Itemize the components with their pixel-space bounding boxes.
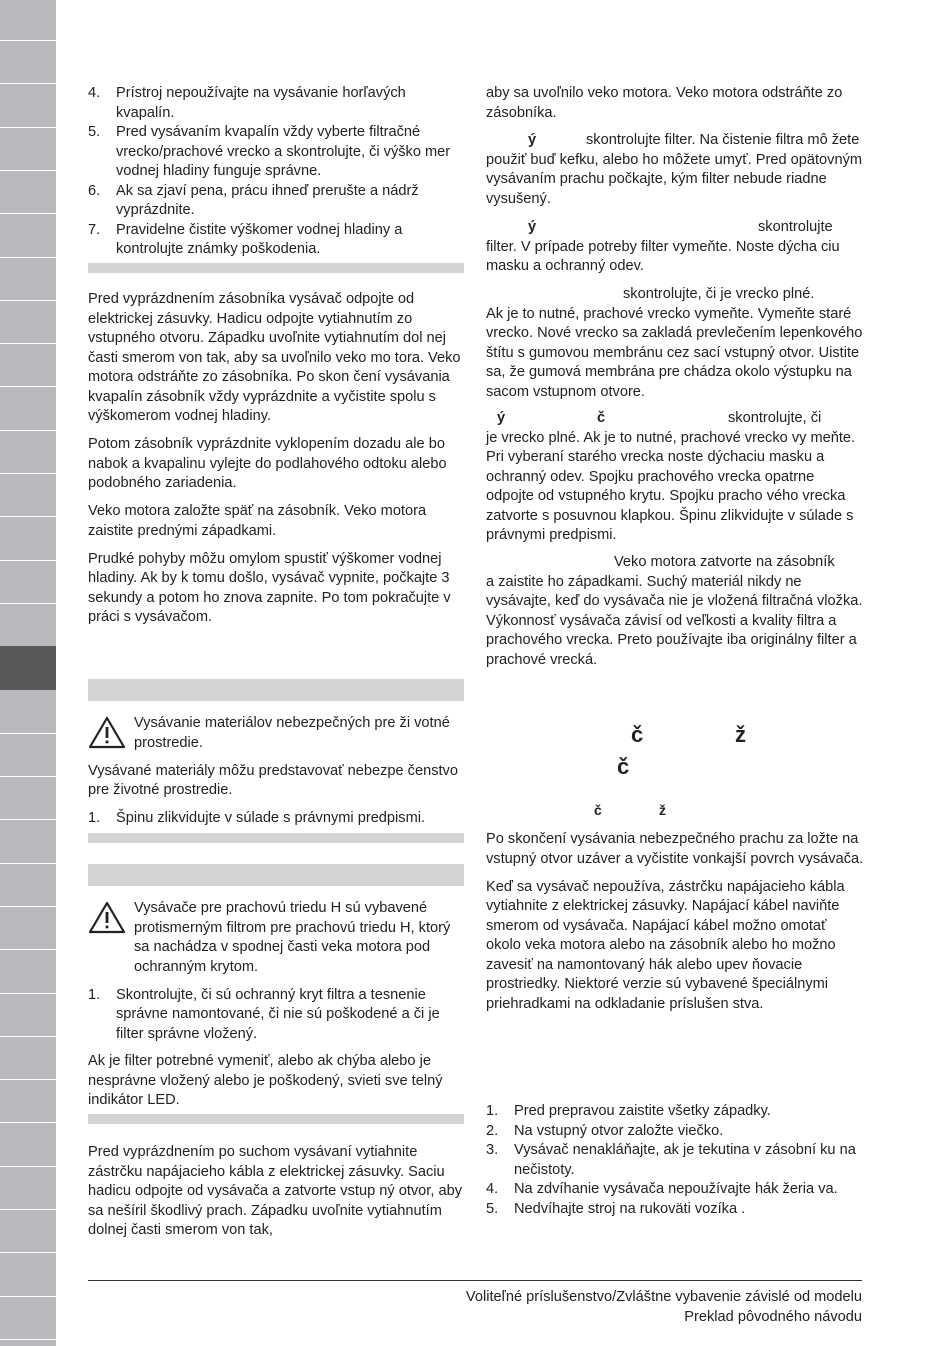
tab-divider: [0, 170, 56, 171]
footer-divider: [88, 1280, 862, 1281]
transport-list: [486, 1102, 864, 1219]
left-column: [88, 84, 466, 268]
tab-divider: [0, 1209, 56, 1210]
tab-divider: [0, 386, 56, 387]
heading-fragment: ý: [528, 219, 537, 235]
list-item: 6. Ak sa zjaví pena, prácu ihneď prerušte a nádrž vyprázdnite.: [88, 182, 419, 218]
environment-list: [88, 809, 466, 829]
tab-divider: [0, 83, 56, 84]
tab-divider: [0, 863, 56, 864]
active-section-tab: [0, 646, 56, 690]
filter-check-paragraph: [486, 131, 864, 218]
liquid-safety-list: [88, 84, 466, 260]
paragraph: je vrecko plné. Ak je to nutné, prachové vrecko vy meňte. Pri vyberaní starého vrecka noste dýchaciu masku a ochranný odev. Spojku prachového vrecka opatrne odpojte od vstupného krytu. Spojku pracho vého vrecka zatvorte s posuvnou klapkou. Špinu zlikvidujte v súlade s právnymi predpismi.: [486, 429, 856, 543]
paragraph: Veko motora založte späť na zásobník. Veko motora zaistite prednými západkami.: [88, 503, 427, 539]
list-item: 1. Špinu zlikvidujte v súlade s právnymi predpismi.: [88, 810, 426, 826]
tab-divider: [0, 993, 56, 994]
filter-check-list: [88, 986, 466, 1045]
heading-fragment: č: [617, 754, 630, 779]
paragraph-first-line: skontrolujte, či je vrecko plné.: [623, 286, 815, 302]
paragraph: filter. V prípade potreby filter vymeňte. Noste dýcha ciu masku a ochranný odev.: [486, 238, 840, 274]
paragraph-first-line: Veko motora zatvorte na zásobník: [614, 554, 835, 570]
paragraph-first-line: skontrolujte, či: [728, 410, 822, 426]
tab-divider: [0, 430, 56, 431]
heading-fragment: č: [631, 722, 644, 747]
paragraph: Vysávané materiály môžu predstavovať nebezpe čenstvo pre životné prostredie.: [88, 762, 458, 798]
tab-divider: [0, 560, 56, 561]
list-item: 2. Na vstupný otvor založte viečko.: [486, 1122, 724, 1139]
tab-divider: [0, 127, 56, 128]
heading-fragment: ý: [528, 132, 537, 148]
list-item: 7. Pravidelne čistite výškomer vodnej hladiny a kontrolujte známky poškodenia.: [88, 221, 403, 257]
paragraph: Pred vyprázdnením zásobníka vysávač odpojte od elektrickej zásuvky. Hadicu odpojte vytiahnutím zo vstupného otvoru. Západku uvoľnite vytiahnutím dol nej časti smerom von tak, aby sa uvoľnilo veko mo tora. Veko motora odstráňte zo zásobníka. Po skon čení vysávania kvapalín zásobník vždy vyprázdnite a vyčistite spolu s výškomerom vodnej hladiny.: [88, 291, 461, 424]
tab-divider: [0, 257, 56, 258]
paragraph: skontrolujte filter. Na čistenie filtra mô žete použiť buď kefku, alebo ho môžete umyť. Pred opätovným vysávaním prachu počkajte, kým filter nebude riadne vysušený.: [486, 132, 863, 207]
section-heading-bar: [88, 679, 464, 701]
paragraph: aby sa uvoľnilo veko motora. Veko motora odstráňte zo zásobníka.: [486, 85, 843, 121]
plastic-bag-paragraph: [486, 409, 864, 554]
heading-fragment: ý: [497, 410, 506, 426]
heading-fragment: ž: [735, 722, 746, 747]
tab-divider: [0, 1296, 56, 1297]
paragraph: Potom zásobník vyprázdnite vyklopením dozadu ale bo nabok a kvapalinu vylejte do podlahového odtoku alebo podobného zariadenia.: [88, 436, 447, 491]
heading-fragment: č: [597, 410, 606, 426]
paragraph: Pred vyprázdnením po suchom vysávaní vytiahnite zástrčku napájacieho kábla z elektrickej zásuvky. Saciu hadicu odpojte od vysávača a zatvorte vstup ný otvor, aby sa nešíril škodlivý prach. Západku uvoľnite vytiahnutím dolnej časti smerom von tak,: [88, 1144, 462, 1238]
list-item: 5. Pred vysávaním kvapalín vždy vyberte filtračné vrecko/prachové vrecko a skontrolujte, či výško mer vodnej hladiny funguje správne.: [88, 124, 451, 179]
list-item: 5. Nedvíhajte stroj na rukoväti vozíka .: [486, 1200, 746, 1217]
paragraph: Prudké pohyby môžu omylom spustiť výškomer vodnej hladiny. Ak by k tomu došlo, vysávač vypnite, počkajte 3 sekundy a potom ho znova zapnite. Po tom pokračujte v práci s vysávačom.: [88, 550, 451, 625]
dry-emptying-section: [88, 1143, 466, 1249]
close-lid-paragraph: [486, 553, 864, 679]
list-item: 3. Vysávač nenakláňajte, ak je tekutina v zásobní ku na nečistoty.: [486, 1142, 856, 1178]
environment-warning: Vysávanie materiálov nebezpečných pre ži votné prostredie.: [88, 714, 466, 753]
tab-divider: [0, 1122, 56, 1123]
paragraph-first-line: skontrolujte: [758, 219, 833, 235]
right-column-top: [486, 84, 864, 132]
tab-divider: [0, 603, 56, 604]
list-item: 4. Prístroj nepoužívajte na vysávanie horľavých kvapalín.: [88, 85, 406, 121]
paragraph: a zaistite ho západkami. Suchý materiál nikdy ne vysávajte, keď do vysávača nie je vložená filtračná vložka. Výkonnosť vysávača závisí od veľkosti a kvality filtra a prachového vrecka. Preto používajte iba originálny filter a prachové vrecká.: [486, 573, 863, 668]
dust-class-h-section: [88, 899, 466, 1119]
tab-divider: [0, 1036, 56, 1037]
tab-divider: [0, 300, 56, 301]
tab-divider: [0, 949, 56, 950]
tab-divider: [0, 776, 56, 777]
list-item: 1. Skontrolujte, či sú ochranný kryt filtra a tesnenie správne namontované, či nie sú poškodené a či je filter správne vložený.: [88, 986, 440, 1042]
filter-replace-paragraph: [486, 218, 864, 285]
environment-section: [88, 714, 466, 837]
footer-note: Voliteľné príslušenstvo/Zvláštne vybavenie závislé od modelu: [465, 1289, 862, 1305]
paper-bag-paragraph: [486, 285, 864, 411]
emptying-section: [88, 290, 466, 636]
subheading-fragment: ž: [659, 802, 666, 818]
paragraph: Ak je filter potrebné vymeniť, alebo ak chýba alebo je nesprávne vložený alebo je poškodený, svieti sve telný indikátor LED.: [88, 1053, 443, 1108]
tab-divider: [0, 819, 56, 820]
tab-divider: [0, 213, 56, 214]
tab-divider: [0, 1252, 56, 1253]
after-use-section: [486, 830, 864, 1023]
warning-icon: [88, 901, 126, 934]
list-item: 4. Na zdvíhanie vysávača nepoužívajte hák žeria va.: [486, 1181, 838, 1197]
tab-divider: [0, 473, 56, 474]
tab-divider: [0, 1166, 56, 1167]
dust-class-warning: Vysávače pre prachovú triedu H sú vybavené protismerným filtrom pre prachovú triedu H, ktorý sa nachádza v spodnej časti veka motora pod ochranným krytom.: [88, 899, 466, 977]
tab-divider: [0, 516, 56, 517]
footer-note: Preklad pôvodného návodu: [684, 1308, 862, 1325]
page-footer: [466, 1288, 862, 1327]
subheading-fragment: č: [594, 802, 602, 818]
section-heading-bar: [88, 864, 464, 886]
tab-divider: [0, 733, 56, 734]
paragraph: Ak je to nutné, prachové vrecko vymeňte. Vymeňte staré vrecko. Nové vrecko sa zakladá prevlečením lepenkového štítu s gumovou membránu cez sací vstupný otvor. Uistite sa, že gumová membrána pre chádza okolo výstupku na sacom vstupnom otvore.: [486, 305, 863, 400]
paragraph: Po skončení vysávania nebezpečného prachu za ložte na vstupný otvor uzáver a vyčistite vonkajší povrch vysávača.: [486, 831, 864, 867]
warning-icon: [88, 716, 126, 749]
tab-divider: [0, 1079, 56, 1080]
tab-divider: [0, 40, 56, 41]
tab-divider: [0, 906, 56, 907]
transport-section: [486, 1102, 864, 1227]
paragraph: Keď sa vysávač nepoužíva, zástrčku napájacieho kábla vytiahnite z elektrickej zásuvky. Napájací kábel naviňte smerom od vysávača. Napájací kábel možno omotať okolo veka motora alebo na zásobník alebo ho možno zavesiť na namontovaný hák alebo upev ňovacie prostriedky. Niektoré verzie sú vybavené špeciálnymi priehradkami na odkladanie príslušen stva.: [486, 878, 845, 1012]
list-item: 1. Pred prepravou zaistite všetky západky.: [486, 1103, 771, 1119]
tab-divider: [0, 1339, 56, 1340]
tab-divider: [0, 343, 56, 344]
